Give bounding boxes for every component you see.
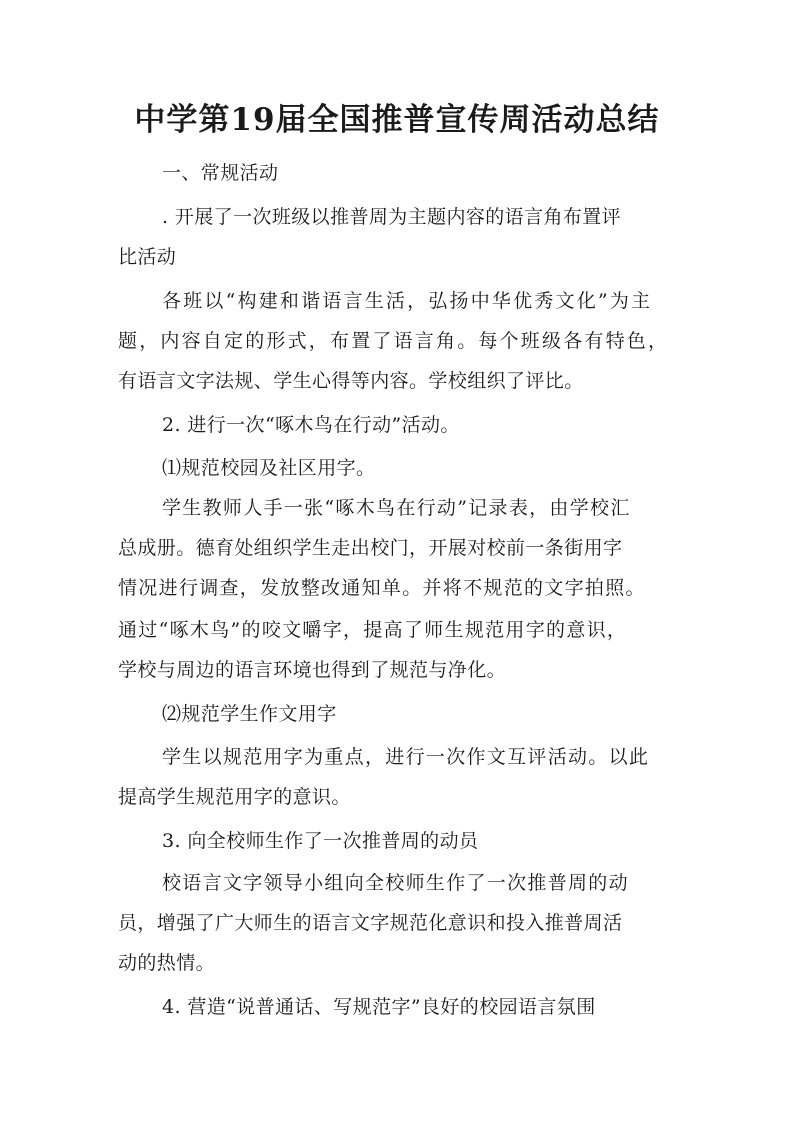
paragraph-line: 比活动 [118,246,177,268]
paragraph-line: 员，增强了广大师生的语言文字规范化意识和投入推普周活 [118,912,623,934]
subsection-heading: 4. 营造“说普通话、写规范字”良好的校园语言氛围 [162,996,596,1018]
paragraph-line: 动的热情。 [118,952,216,974]
paragraph-line: 情况进行调查，发放整改通知单。并将不规范的文字拍照。 [118,577,646,599]
paragraph-line: 题，内容自定的形式，布置了语言角。每个班级各有特色， [118,330,670,352]
section-heading: 一、常规活动 [162,162,279,184]
subsection-heading: ⑴规范校园及社区用字。 [162,457,376,479]
paragraph-line: 有语言文字法规、学生心得等内容。学校组织了评比。 [118,370,584,392]
paragraph-line: 校语言文字领导小组向全校师生作了一次推普周的动 [162,872,629,894]
subsection-heading: 2. 进行一次“啄木鸟在行动”活动。 [162,414,460,436]
paragraph-line: 总成册。德育处组织学生走出校门，开展对校前一条街用字 [118,537,623,559]
document-title: 中学第19届全国推普宣传周活动总结 [134,102,660,138]
paragraph-line: 提高学生规范用字的意识。 [118,786,351,808]
paragraph-line: 学生教师人手一张“啄木鸟在行动”记录表，由学校汇 [162,497,631,519]
paragraph-line: 学校与周边的语言环境也得到了规范与净化。 [118,659,507,681]
subsection-heading: 3. 向全校师生作了一次推普周的动员 [162,830,479,852]
paragraph-line: 各班以“构建和谐语言生活，弘扬中华优秀文化”为主 [162,290,653,312]
paragraph-line: . 开展了一次班级以推普周为主题内容的语言角布置评 [162,206,622,228]
paragraph-line: 学生以规范用字为重点，进行一次作文互评活动。以此 [162,746,650,768]
paragraph-line: 通过“啄木鸟”的咬文嚼字，提高了师生规范用字的意识， [118,619,628,641]
subsection-heading: ⑵规范学生作文用字 [162,703,337,725]
